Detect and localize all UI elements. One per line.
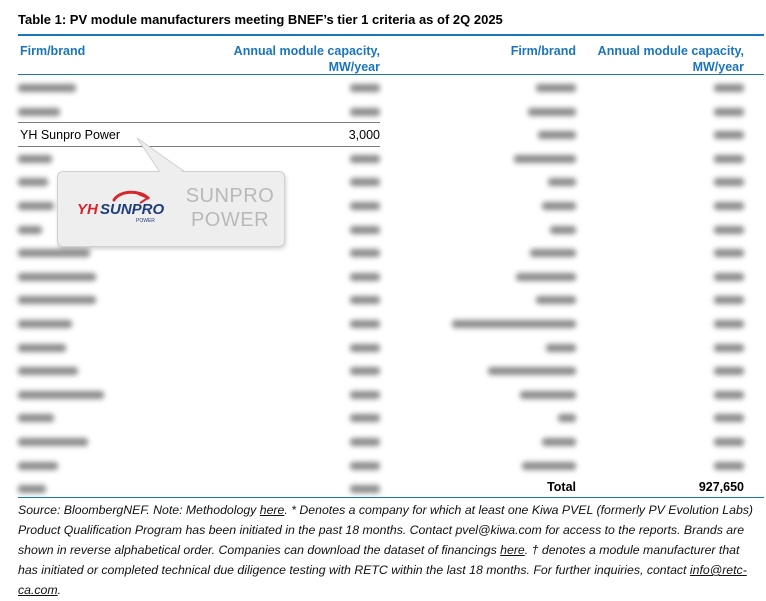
blurred-cell [488, 367, 576, 375]
blurred-cell [350, 391, 380, 399]
blurred-cell [536, 84, 576, 92]
blurred-cell [350, 273, 380, 281]
blurred-cell [350, 462, 380, 470]
highlight-rule-top [18, 122, 380, 123]
total-value: 927,650 [698, 480, 744, 494]
blurred-cell [18, 273, 96, 281]
dataset-link[interactable]: here [500, 543, 525, 557]
highlight-rule-bottom [18, 146, 380, 147]
blurred-cell [714, 108, 744, 116]
blurred-cell [714, 462, 744, 470]
blurred-cell [714, 84, 744, 92]
top-rule [18, 34, 764, 36]
svg-text:SUNPRO: SUNPRO [100, 201, 165, 218]
blurred-cell [714, 249, 744, 257]
blurred-cell [530, 249, 576, 257]
blurred-cell [18, 178, 48, 186]
blurred-cell [18, 391, 104, 399]
blurred-cell [542, 202, 576, 210]
header-firm-left: Firm/brand [20, 44, 86, 58]
methodology-link[interactable]: here [259, 503, 285, 517]
blurred-cell [350, 226, 380, 234]
blurred-cell [546, 344, 576, 352]
blurred-cell [350, 367, 380, 375]
retc-email-link[interactable]: info@retc-ca.com [18, 563, 747, 597]
blurred-cell [350, 344, 380, 352]
header-capacity-left-line1: Annual module capacity, [233, 44, 380, 58]
blurred-cell [714, 131, 744, 139]
blurred-row [0, 336, 766, 359]
blurred-cell [538, 131, 576, 139]
blurred-cell [522, 462, 576, 470]
blurred-cell [548, 178, 576, 186]
blurred-cell [536, 296, 576, 304]
blurred-cell [714, 226, 744, 234]
header-capacity-right-line2: MW/year [692, 60, 744, 74]
blurred-row [0, 265, 766, 288]
blurred-row [0, 406, 766, 429]
blurred-cell [18, 344, 66, 352]
svg-text:YH: YH [77, 201, 98, 218]
blurred-cell [18, 84, 76, 92]
blurred-cell [452, 320, 576, 328]
blurred-cell [350, 202, 380, 210]
svg-text:POWER: POWER [136, 218, 155, 224]
blurred-cell [350, 249, 380, 257]
bottom-rule [18, 497, 764, 498]
source-note [18, 500, 758, 600]
blurred-cell [18, 367, 78, 375]
blurred-row [0, 288, 766, 311]
blurred-cell [18, 202, 54, 210]
blurred-row [0, 312, 766, 335]
callout-brand-line2: POWER [190, 209, 270, 231]
blurred-cell [514, 155, 576, 163]
blurred-cell [558, 414, 576, 422]
highlight-firm: YH Sunpro Power [20, 128, 121, 142]
blurred-cell [18, 485, 46, 493]
blurred-cell [714, 155, 744, 163]
blurred-cell [350, 438, 380, 446]
table-title: Table 1: PV module manufacturers meeting BNEF’s tier 1 criteria as of 2Q 2025 [18, 12, 503, 27]
header-rule [18, 74, 764, 75]
blurred-cell [714, 367, 744, 375]
blurred-cell [714, 438, 744, 446]
blurred-cell [714, 178, 744, 186]
blurred-cell [18, 108, 60, 116]
blurred-cell [18, 155, 52, 163]
total-label: Total [547, 480, 576, 494]
blurred-cell [528, 108, 576, 116]
blurred-row [0, 454, 766, 477]
header-capacity-left-line2: MW/year [328, 60, 380, 74]
blurred-row [0, 383, 766, 406]
blurred-cell [714, 296, 744, 304]
note-text-3: . † denotes a module manufacturer that has initiated or completed technical due diligence testing with RETC within the last 18 months. For further inquiries, contact [18, 543, 740, 577]
blurred-row [0, 430, 766, 453]
blurred-cell [350, 155, 380, 163]
blurred-cell [18, 462, 58, 470]
blurred-cell [350, 296, 380, 304]
blurred-cell [714, 320, 744, 328]
blurred-cell [350, 414, 380, 422]
blurred-cell [18, 296, 96, 304]
blurred-cell [350, 84, 380, 92]
blurred-cell [18, 249, 90, 257]
callout-brand-text [180, 184, 280, 232]
yhsunpro-logo [76, 188, 176, 226]
blurred-row [0, 100, 766, 123]
blurred-cell [550, 226, 576, 234]
note-text-4: . [57, 583, 62, 597]
header-capacity-right-line1: Annual module capacity, [597, 44, 744, 58]
blurred-cell [18, 226, 42, 234]
blurred-cell [714, 391, 744, 399]
blurred-row [0, 147, 766, 170]
blurred-cell [350, 108, 380, 116]
callout-brand-line1: SUNPRO [185, 185, 275, 207]
header-capacity-left [234, 43, 380, 75]
blurred-cell [714, 202, 744, 210]
blurred-cell [714, 344, 744, 352]
blurred-row [0, 76, 766, 99]
blurred-cell [350, 485, 380, 493]
header-capacity-right [598, 43, 744, 75]
blurred-cell [714, 273, 744, 281]
blurred-cell [516, 273, 576, 281]
blurred-cell [18, 438, 88, 446]
blurred-row [0, 359, 766, 382]
note-text-1: Source: BloombergNEF. Note: Methodology [18, 503, 260, 517]
blurred-cell [350, 320, 380, 328]
blurred-cell [350, 178, 380, 186]
blurred-cell [18, 320, 72, 328]
blurred-cell [542, 438, 576, 446]
blurred-cell [714, 414, 744, 422]
blurred-cell [18, 414, 54, 422]
highlight-capacity: 3,000 [348, 128, 380, 142]
header-firm-right: Firm/brand [510, 44, 576, 58]
note-text-2: . * Denotes a company for which at least one Kiwa PVEL (formerly PV Evolution Labs) Product Qualification Program has been initiated in the past 18 months. Contact pvel@kiwa.com for access to the reports. Brands are shown in reverse alphabetical order. Companies can download the dataset of financings [18, 503, 754, 557]
blurred-cell [520, 391, 576, 399]
